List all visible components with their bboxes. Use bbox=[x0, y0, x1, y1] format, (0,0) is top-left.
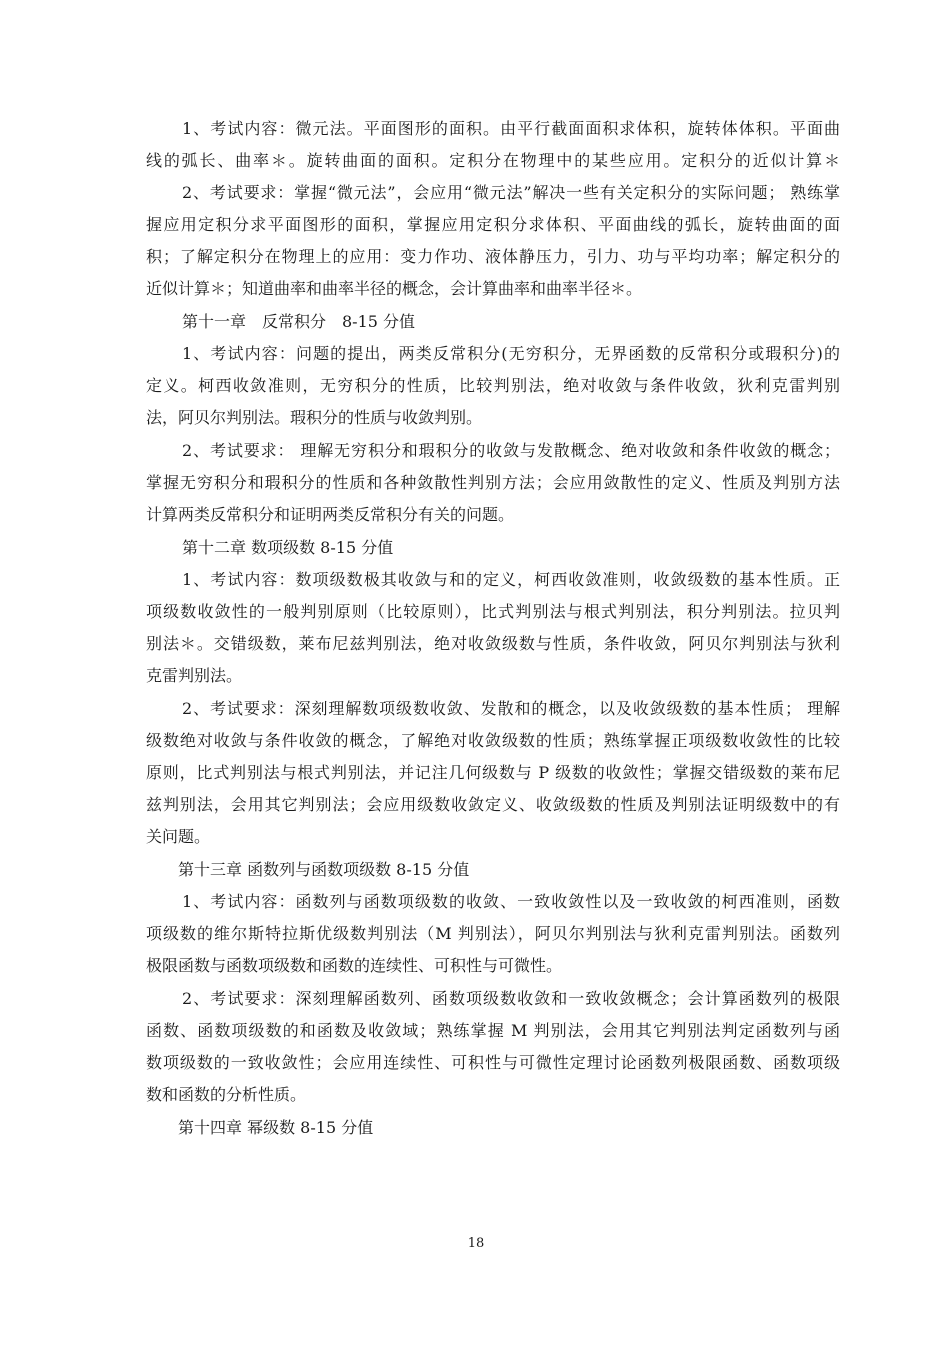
text-line: 1、考试内容：问题的提出，两类反常积分(无穷积分，无界函数的反常积分或瑕积分)的 bbox=[182, 344, 840, 363]
chapter-heading-13: 第十三章 函数列与函数项级数 8-15 分值 bbox=[178, 860, 470, 879]
text-line: 项级数的维尔斯特拉斯优级数判别法（M 判别法），阿贝尔判别法与狄利克雷判别法。函数列 bbox=[146, 924, 840, 943]
text-line: 2、考试要求：掌握“微元法”，会应用“微元法”解决一些有关定积分的实际问题； 熟练掌 bbox=[182, 183, 840, 202]
chapter-heading-11: 第十一章 反常积分 8-15 分值 bbox=[182, 312, 416, 331]
text-line: 项级数收敛性的一般判别原则（比较原则），比式判别法与根式判别法，积分判别法。拉贝判 bbox=[146, 602, 840, 621]
text-line: 定义。柯西收敛准则，无穷积分的性质，比较判别法，绝对收敛与条件收敛，狄利克雷判别 bbox=[146, 376, 840, 395]
chapter-heading-14: 第十四章 幂级数 8-15 分值 bbox=[178, 1118, 374, 1137]
text-line: 函数、函数项级数的和函数及收敛域；熟练掌握 M 判别法，会用其它判别法判定函数列与函 bbox=[146, 1021, 840, 1040]
text-line: 积；了解定积分在物理上的应用：变力作功、液体静压力，引力、功与平均功率；解定积分的 bbox=[146, 247, 840, 266]
text-line: 握应用定积分求平面图形的面积，掌握应用定积分求体积、平面曲线的弧长，旋转曲面的面 bbox=[146, 215, 840, 234]
text-line: 掌握无穷积分和瑕积分的性质和各种敛散性判别方法；会应用敛散性的定义、性质及判别方法 bbox=[146, 473, 840, 492]
text-line: 克雷判别法。 bbox=[146, 666, 243, 685]
text-line: 1、考试内容：微元法。平面图形的面积。由平行截面面积求体积，旋转体体积。平面曲 bbox=[182, 119, 840, 138]
text-line: 兹判别法，会用其它判别法；会应用级数收敛定义、收敛级数的性质及判别法证明级数中的有 bbox=[146, 795, 840, 814]
text-line: 2、考试要求：深刻理解数项级数收敛、发散和的概念，以及收敛级数的基本性质； 理解 bbox=[182, 699, 840, 718]
chapter-heading-12: 第十二章 数项级数 8-15 分值 bbox=[182, 538, 394, 557]
text-line: 近似计算＊；知道曲率和曲率半径的概念，会计算曲率和曲率半径＊。 bbox=[146, 279, 643, 298]
text-line: 别法＊。交错级数，莱布尼兹判别法，绝对收敛级数与性质，条件收敛，阿贝尔判别法与狄利 bbox=[146, 634, 840, 653]
text-line: 计算两类反常积分和证明两类反常积分有关的问题。 bbox=[146, 505, 515, 524]
text-line: 2、考试要求：深刻理解函数列、函数项级数收敛和一致收敛概念；会计算函数列的极限 bbox=[182, 989, 840, 1008]
text-line: 1、考试内容：函数列与函数项级数的收敛、一致收敛性以及一致收敛的柯西准则，函数 bbox=[182, 892, 840, 911]
text-line: 法，阿贝尔判别法。瑕积分的性质与收敛判别。 bbox=[146, 408, 483, 427]
text-line: 2、考试要求： 理解无穷积分和瑕积分的收敛与发散概念、绝对收敛和条件收敛的概念； bbox=[182, 441, 840, 460]
text-line: 数和函数的分析性质。 bbox=[146, 1085, 307, 1104]
page-number: 18 bbox=[467, 1236, 485, 1251]
text-line: 数项级数的一致收敛性；会应用连续性、可积性与可微性定理讨论函数列极限函数、函数项级 bbox=[146, 1053, 840, 1072]
text-line: 线的弧长、曲率＊。旋转曲面的面积。定积分在物理中的某些应用。定积分的近似计算＊ bbox=[146, 151, 840, 170]
text-line: 1、考试内容：数项级数极其收敛与和的定义，柯西收敛准则，收敛级数的基本性质。正 bbox=[182, 570, 840, 589]
text-line: 关问题。 bbox=[146, 827, 211, 846]
text-line: 级数绝对收敛与条件收敛的概念，了解绝对收敛级数的性质；熟练掌握正项级数收敛性的比较 bbox=[146, 731, 840, 750]
text-line: 极限函数与函数项级数和函数的连续性、可积性与可微性。 bbox=[146, 956, 563, 975]
text-line: 原则，比式判别法与根式判别法，并记注几何级数与 P 级数的收敛性；掌握交错级数的莱布尼 bbox=[146, 763, 840, 782]
